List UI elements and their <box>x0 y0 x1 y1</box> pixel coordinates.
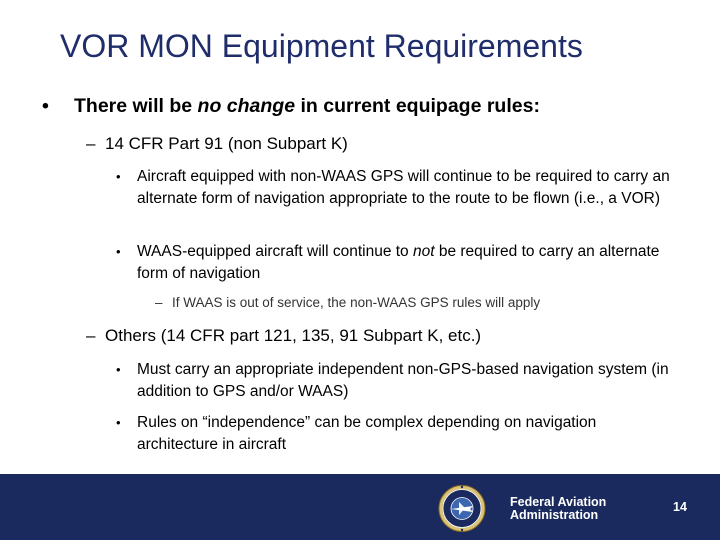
dash-marker: – <box>86 134 96 153</box>
item-text-part: WAAS-equipped aircraft will continue to <box>137 243 413 260</box>
bullet-text-part: in current equipage rules: <box>295 95 540 117</box>
bullet-text-part: There will be <box>74 95 198 117</box>
small-bullet-dot: • <box>116 169 121 184</box>
org-name-line: Federal Aviation <box>510 495 607 509</box>
small-bullet-dot: • <box>116 415 121 430</box>
org-name <box>510 496 630 522</box>
small-bullet-dot: • <box>116 362 121 377</box>
item-text: Aircraft equipped with non-WAAS GPS will continue to be required to carry an alternate form of navigation appropriate to the route to be flown (i.e., a VOR) <box>137 168 670 207</box>
footer-bar <box>0 474 720 540</box>
note-text: If WAAS is out of service, the non-WAAS GPS rules will apply <box>172 295 541 310</box>
dash-marker: – <box>86 326 96 345</box>
bullet-text <box>74 94 540 118</box>
item-text <box>137 241 677 284</box>
item-text: Rules on “independence” can be complex depending on navigation architecture in aircraft <box>137 414 597 453</box>
item-text: Must carry an appropriate independent non-GPS-based navigation system (in addition to GPS and/or WAAS) <box>137 361 669 400</box>
sub-bullet-label: 14 CFR Part 91 (non Subpart K) <box>105 134 348 153</box>
small-bullet-dot: • <box>116 244 121 259</box>
bullet-dot: • <box>42 95 49 117</box>
dash-marker: – <box>155 295 163 310</box>
faa-seal-icon <box>423 482 501 535</box>
sub-bullet-label: Others (14 CFR part 121, 135, 91 Subpart K, etc.) <box>105 326 482 345</box>
item-text-part: be required to carry an alternate form of navigation <box>137 243 660 282</box>
bullet-emphasis: no change <box>197 95 296 117</box>
slide-title: VOR MON Equipment Requirements <box>60 28 583 64</box>
org-name-line: Administration <box>510 508 599 522</box>
page-number: 14 <box>673 500 687 514</box>
item-emphasis: not <box>412 243 435 260</box>
